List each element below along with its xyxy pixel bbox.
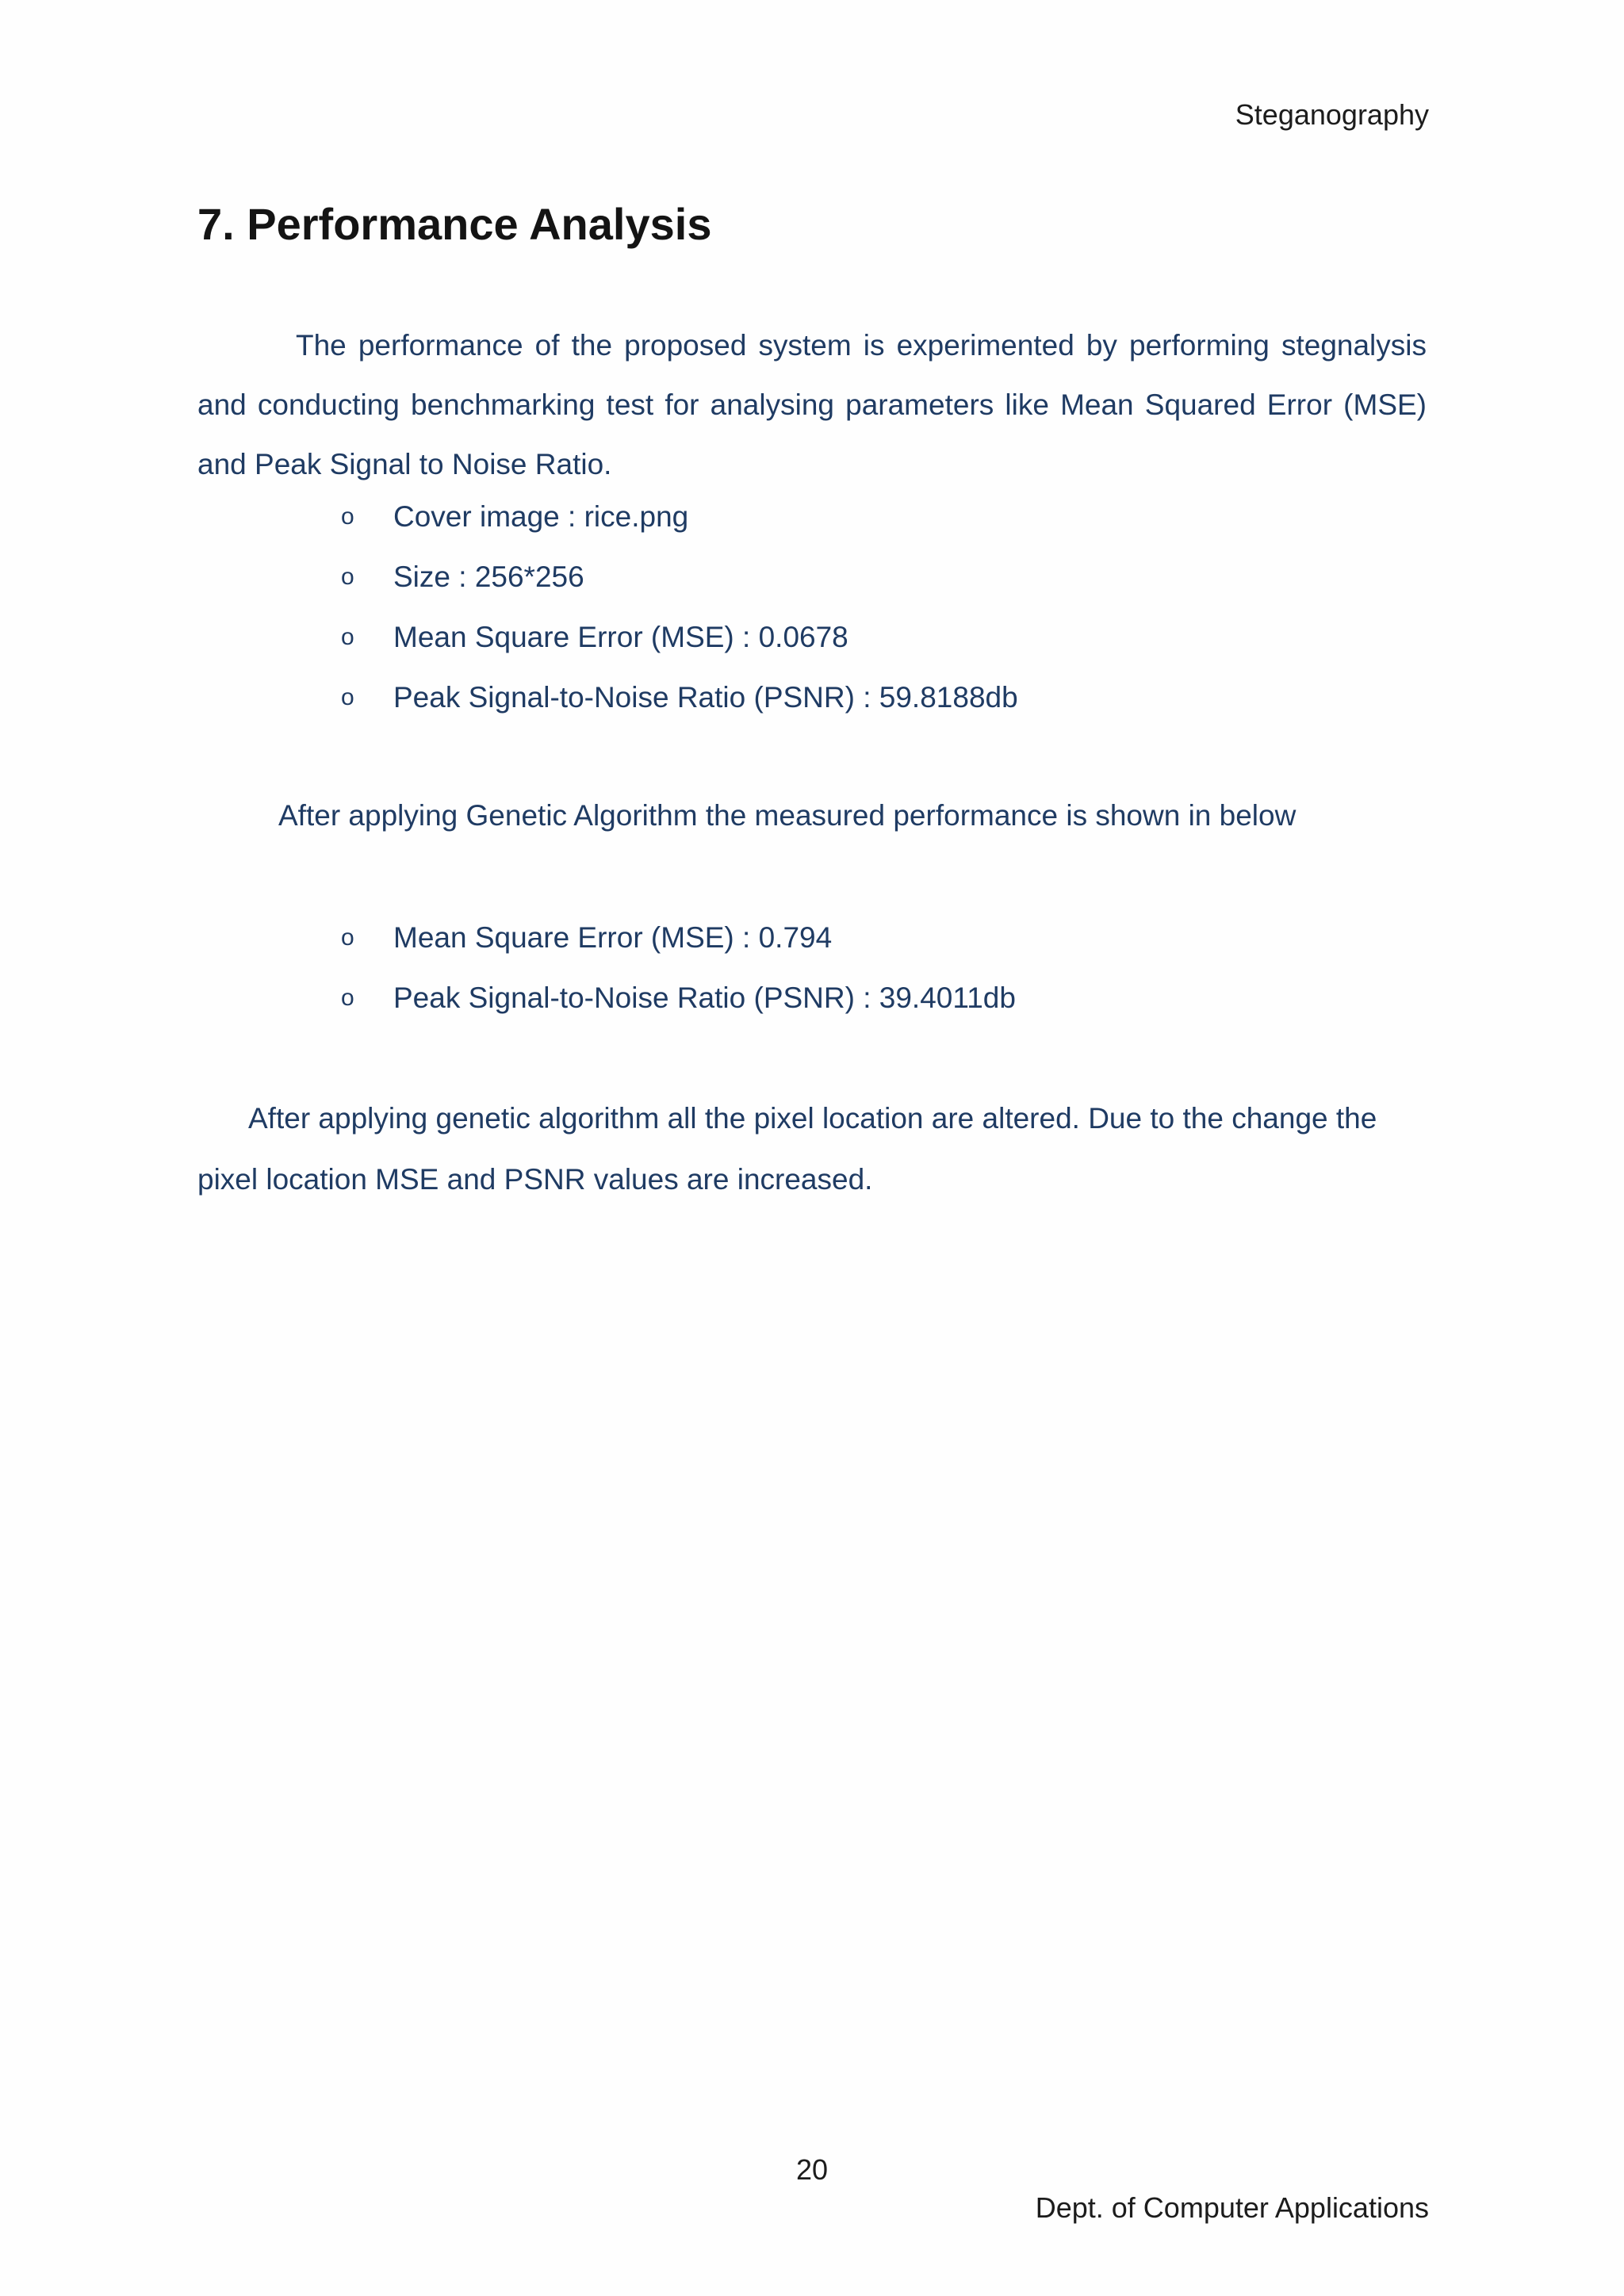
page-number: 20 xyxy=(795,2153,829,2186)
running-header: Steganography xyxy=(1235,98,1429,131)
list-item-text: Size : 256*256 xyxy=(393,561,584,593)
bullet-circle-icon: o xyxy=(341,924,354,951)
list-item-text: Peak Signal-to-Noise Ratio (PSNR) : 59.8188db xyxy=(393,681,1018,714)
bullet-circle-icon: o xyxy=(341,503,354,530)
bullet-circle-icon: o xyxy=(341,985,354,1011)
list-item xyxy=(341,968,1016,1028)
intro-paragraph: The performance of the proposed system is experimented by performing stegnalysis and conducting benchmarking test for analysing parameters like Mean Squared Error (MSE) and Peak Signal to Noise Ratio. xyxy=(197,329,1427,480)
list-item xyxy=(341,487,1018,547)
list-item-text: Cover image : rice.png xyxy=(393,500,689,533)
running-footer: Dept. of Computer Applications xyxy=(1035,2191,1429,2224)
list-item xyxy=(341,668,1018,728)
list-item xyxy=(341,908,1016,968)
section-heading: 7. Performance Analysis xyxy=(197,199,712,249)
bullet-circle-icon: o xyxy=(341,684,354,710)
bullet-circle-icon: o xyxy=(341,564,354,590)
conclusion-paragraph: After applying genetic algorithm all the pixel location are altered. Due to the change the pixel location MSE and PSNR values are increased. xyxy=(197,1102,1377,1196)
bullet-circle-icon: o xyxy=(341,624,354,650)
results-after-list xyxy=(341,908,1016,1028)
list-item xyxy=(341,547,1018,607)
list-item-text: Peak Signal-to-Noise Ratio (PSNR) : 39.4011db xyxy=(393,982,1016,1014)
ga-intro-paragraph: After applying Genetic Algorithm the measured performance is shown in below xyxy=(278,799,1297,832)
results-before-list xyxy=(341,487,1018,728)
list-item-text: Mean Square Error (MSE) : 0.794 xyxy=(393,921,833,954)
list-item xyxy=(341,607,1018,668)
list-item-text: Mean Square Error (MSE) : 0.0678 xyxy=(393,621,848,653)
